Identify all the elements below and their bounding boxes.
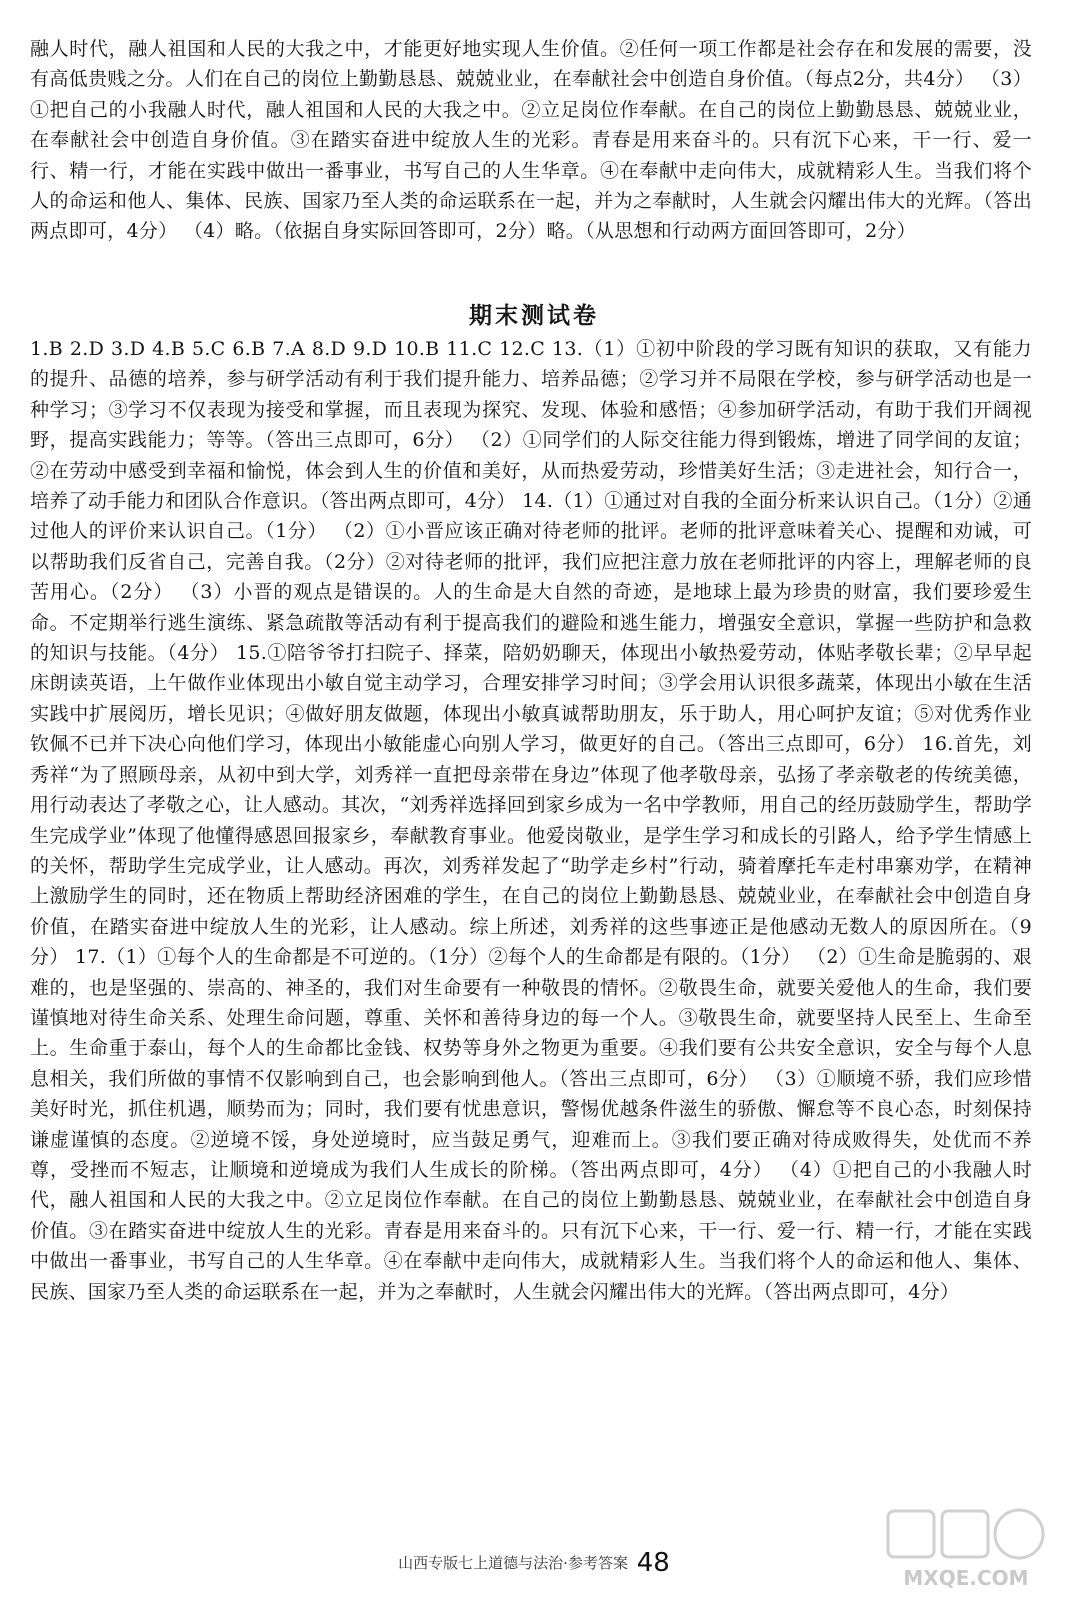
final-exam-answers-text: 1.B 2.D 3.D 4.B 5.C 6.B 7.A 8.D 9.D 10.B 11.C 12.C 13.（1）①初中阶段的学习既有知识的获取，又有能力的提升、品德的培养，参与研学活动有利于我们提升能力、培养品德；②学习并不局限在学校，参与研学活动也是一种学习；③学习不仅表现为接受和掌握，而且表现为探究、发现、体验和感悟；④参加研学活动，有助于我们开阔视野，提高实践能力；等等。（答出三点即可，6分） （2）①同学们的人际交往能力得到锻炼，增进了同学间的友谊；②在劳动中感受到幸福和愉悦，体会到人生的价值和美好，从而热爱劳动，珍惜美好生活；③走进社会，知行合一，培养了动手能力和团队合作意识。（答出两点即可，4分） 14.（1）①通过对自我的全面分析来认识自己。（1分）②通过他人的评价来认识自己。（1分） （2）①小晋应该正确对待老师的批评。老师的批评意味着关心、提醒和劝诫，可以帮助我们反省自己，完善自我。（2分）②对待老师的批评，我们应把注意力放在老师批评的内容上，理解老师的良苦用心。（2分） （3）小晋的观点是错误的。人的生命是大自然的奇迹，是地球上最为珍贵的财富，我们要珍爱生命。不定期举行逃生演练、紧急疏散等活动有利于提高我们的避险和逃生能力，增强安全意识，掌握一些防护和急救的知识与技能。（4分） 15.①陪爷爷打扫院子、择菜，陪奶奶聊天，体现出小敏热爱劳动，体贴孝敬长辈；②早早起床朗读英语，上午做作业体现出小敏自觉主动学习，合理安排学习时间；③学会用认识很多蔬菜，体现出小敏在生活实践中扩展阅历，增长见识；④做好朋友做题，体现出小敏真诚帮助朋友，乐于助人，用心呵护友谊；⑤对优秀作业钦佩不已并下决心向他们学习，体现出小敏能虚心向别人学习，做更好的自己。（答出三点即可，6分） 16.首先，刘秀祥“为了照顾母亲，从初中到大学，刘秀祥一直把母亲带在身边”体现了他孝敬母亲，弘扬了孝亲敬老的传统美德，用行动表达了孝敬之心，让人感动。其次，“刘秀祥选择回到家乡成为一名中学教师，用自己的经历鼓励学生，帮助学生完成学业”体现了他懂得感恩回报家乡，奉献教育事业。他爱岗敬业，是学生学习和成长的引路人，给予学生情感上的关怀，帮助学生完成学业，让人感动。再次，刘秀祥发起了“助学走乡村”行动，骑着摩托车走村串寨劝学，在精神上激励学生的同时，还在物质上帮助经济困难的学生，在自己的岗位上勤勤恳恳、兢兢业业，在奉献社会中创造自身价值，在踏实奋进中绽放人生的光彩，让人感动。综上所述，刘秀祥的这些事迹正是他感动无数人的原因所在。（9分） 17.（1）①每个人的生命都是不可逆的。（1分）②每个人的生命都是有限的。（1分） （2）①生命是脆弱的、艰难的，也是坚强的、崇高的、神圣的，我们对生命要有一种敬畏的情怀。②敬畏生命，就要关爱他人的生命，我们要谨慎地对待生命关系、处理生命问题，尊重、关怀和善待身边的每一个人。③敬畏生命，就要坚持人民至上、生命至上。生命重于泰山，每个人的生命都比金钱、权势等身外之物更为重要。④我们要有公共安全意识，安全与每个人息息相关，我们所做的事情不仅影响到自己，也会影响到他人。（答出三点即可，6分） （3）①顺境不骄，我们应珍惜美好时光，抓住机遇，顺势而为；同时，我们要有忧患意识，警惕优越条件滋生的骄傲、懈怠等不良心态，时刻保持谦虚谨慎的态度。②逆境不馁，身处逆境时，应当鼓足勇气，迎难而上。③我们要正确对待成败得失，处优而不养尊，受挫而不短志，让顺境和逆境成为我们人生成长的阶梯。（答出两点即可，4分） （4）①把自己的小我融人时代，融人祖国和人民的大我之中。②立足岗位作奉献。在自己的岗位上勤勤恳恳、兢兢业业，在奉献社会中创造自身价值。③在踏实奋进中绽放人生的光彩。青春是用来奋斗的。只有沉下心来，干一行、爱一行、精一行，才能在实践中做出一番事业，书写自己的人生华章。④在奉献中走向伟大，成就精彩人生。当我们将个人的命运和他人、集体、民族、国家乃至人类的命运联系在一起，并为之奉献时，人生就会闪耀出伟大的光辉。（答出两点即可，4分） (30, 338, 1032, 1303)
footer-label: 山西专版七上道德与法治·参考答案 (398, 1554, 628, 1572)
page-number: 48 (636, 1548, 670, 1578)
section-title: 期末测试卷 (469, 303, 599, 329)
watermark-site: MXQE.COM (903, 1566, 1029, 1590)
previous-answers-text: 融人时代，融人祖国和人民的大我之中，才能更好地实现人生价值。②任何一项工作都是社会存在和发展的需要，没有高低贵贱之分。人们在自己的岗位上勤勤恳恳、兢兢业业，在奉献社会中创造自身价值。（每点2分，共4分） （3）①把自己的小我融人时代，融人祖国和人民的大我之中。②立足岗位作奉献。在自己的岗位上勤勤恳恳、兢兢业业，在奉献社会中创造自身价值。③在踏实奋进中绽放人生的光彩。青春是用来奋斗的。只有沉下心来，干一行、爱一行、精一行，才能在实践中做出一番事业，书写自己的人生华章。④在奉献中走向伟大，成就精彩人生。当我们将个人的命运和他人、集体、民族、国家乃至人类的命运联系在一起，并为之奉献时，人生就会闪耀出伟大的光辉。（答出两点即可，4分） （4）略。（依据自身实际回答即可，2分）略。（从思想和行动两方面回答即可，2分） (30, 38, 1032, 243)
watermark-logo (884, 1505, 1049, 1593)
